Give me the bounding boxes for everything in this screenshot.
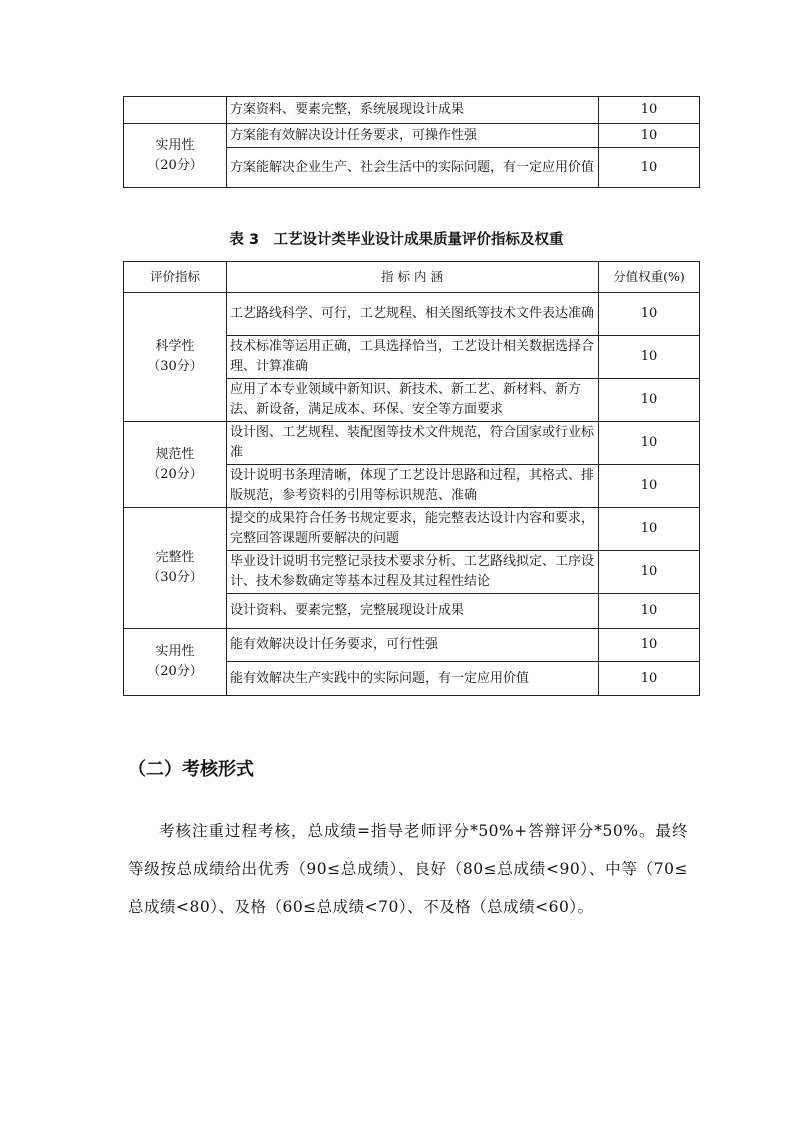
criterion-score: （30分）	[147, 570, 203, 585]
header-weight: 分值权重(%)	[599, 262, 700, 293]
criterion-name: 科学性	[155, 339, 195, 354]
content-cell: 方案能有效解决设计任务要求，可操作性强	[227, 124, 599, 148]
content-cell: 技术标准等运用正确，工具选择恰当，工艺设计相关数据选择合理、计算准确	[227, 336, 599, 379]
header-content: 指 标 内 涵	[227, 262, 599, 293]
weight-cell: 10	[599, 662, 700, 696]
weight-cell: 10	[599, 124, 700, 148]
content-cell: 设计说明书条理清晰，体现了工艺设计思路和过程，其格式、排版规范，参考资料的引用等标识规范、准确	[227, 465, 599, 508]
weight-cell: 10	[599, 629, 700, 662]
weight-cell: 10	[599, 336, 700, 379]
content-cell: 应用了本专业领域中新知识、新技术、新工艺、新材料、新方法、新设备，满足成本、环保、安全等方面要求	[227, 379, 599, 422]
content-cell: 提交的成果符合任务书规定要求，能完整表达设计内容和要求，完整回答课题所要解决的问题	[227, 508, 599, 551]
table-row	[124, 293, 700, 336]
criterion-cell	[124, 293, 227, 422]
table-header-row	[124, 262, 700, 293]
header-criterion: 评价指标	[124, 262, 227, 293]
criterion-name: 实用性	[155, 644, 195, 659]
criterion-name: 实用性	[155, 137, 195, 153]
content-cell: 方案资料、要素完整，系统展现设计成果	[227, 97, 599, 124]
content-cell: 工艺路线科学、可行，工艺规程、相关图纸等技术文件表达准确	[227, 293, 599, 336]
criterion-cell	[124, 422, 227, 508]
criteria-table-continued	[123, 96, 700, 188]
criterion-score: （20分）	[147, 466, 203, 482]
weight-cell: 10	[599, 379, 700, 422]
weight-cell: 10	[599, 97, 700, 124]
content-cell: 毕业设计说明书完整记录技术要求分析、工艺路线拟定、工序设计、技术参数确定等基本过程及其过程性结论	[227, 551, 599, 594]
weight-cell: 10	[599, 508, 700, 551]
criterion-cell	[124, 97, 227, 124]
weight-cell: 10	[599, 551, 700, 594]
criterion-cell	[124, 508, 227, 629]
table-row	[124, 124, 700, 148]
content-cell: 能有效解决设计任务要求，可行性强	[227, 629, 599, 662]
criterion-cell	[124, 629, 227, 696]
content-cell: 能有效解决生产实践中的实际问题，有一定应用价值	[227, 662, 599, 696]
table-row	[124, 422, 700, 465]
criterion-name: 完整性	[155, 550, 195, 565]
content-cell: 方案能解决企业生产、社会生活中的实际问题，有一定应用价值	[227, 148, 599, 188]
table-row	[124, 97, 700, 124]
weight-cell: 10	[599, 148, 700, 188]
criterion-score: （20分）	[147, 664, 203, 679]
table-row	[124, 508, 700, 551]
assessment-paragraph	[128, 812, 688, 926]
weight-cell: 10	[599, 422, 700, 465]
content-cell: 设计资料、要素完整，完整展现设计成果	[227, 594, 599, 629]
weight-cell: 10	[599, 594, 700, 629]
criteria-table-3	[123, 261, 700, 696]
criterion-cell	[124, 124, 227, 188]
criterion-score: （30分）	[147, 359, 203, 374]
table-row	[124, 629, 700, 662]
table-caption: 表 3 工艺设计类毕业设计成果质量评价指标及权重	[229, 232, 564, 248]
weight-cell: 10	[599, 465, 700, 508]
content-cell: 设计图、工艺规程、装配图等技术文件规范，符合国家或行业标准	[227, 422, 599, 465]
section-heading: （二）考核形式	[128, 759, 254, 780]
criterion-score: （20分）	[147, 157, 203, 173]
paragraph-text: 考核注重过程考核，总成绩=指导老师评分*50%+答辩评分*50%。最终等级按总成绩给出优秀（90≤总成绩）、良好（80≤总成绩<90）、中等（70≤总成绩<80）、及格（60≤总成绩<70）、不及格（总成绩<60）。	[128, 822, 688, 916]
weight-cell: 10	[599, 293, 700, 336]
criterion-name: 规范性	[155, 446, 195, 462]
